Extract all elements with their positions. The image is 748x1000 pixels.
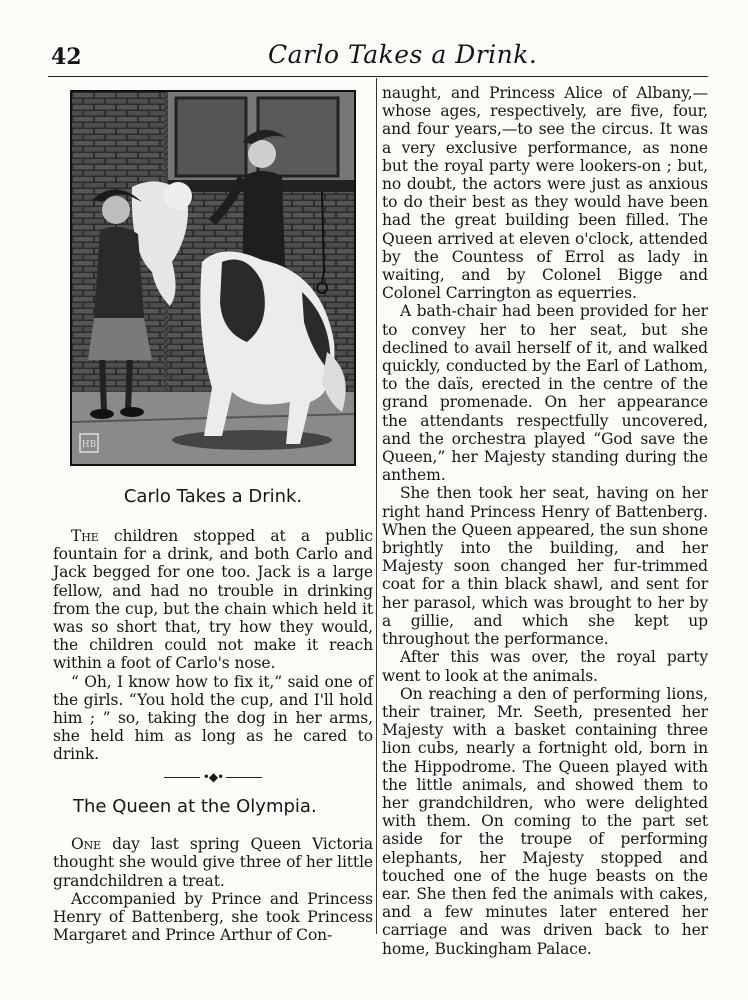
right-column: [382, 84, 708, 958]
header-rule: [48, 76, 708, 77]
engraving-illustration: [70, 90, 356, 466]
article-paragraph: After this was over, the royal party went to look at the animals.: [382, 648, 708, 685]
ornament-line: [226, 777, 262, 778]
article-paragraph: naught, and Princess Alice of Albany,—whose ages, respectively, are five, four, and four years,—to see the circus. It was a very exclusive performance, as none but the royal party were lookers-on ; but, no doubt, the actors were just as anxious to do their best as they would have been had the great building been filled. The Queen arrived at eleven o'clock, attended by the Countess of Errol as lady in waiting, and by Colonel Bigge and Colonel Carrington as equerries.: [382, 84, 708, 303]
ornament-line: [164, 777, 200, 778]
article-title-carlo: Carlo Takes a Drink.: [123, 486, 303, 507]
paragraph-text: day last spring Queen Victoria thought she would give three of her little grandchildren a treat.: [53, 835, 373, 890]
article-paragraph: [53, 835, 373, 890]
article-paragraph: She then took her seat, having on her right hand Princess Henry of Battenberg. When the Queen appeared, the sun shone brightly into the building, and her Majesty soon changed her fur-trimmed coat for a thin black shawl, and sent for her parasol, which was brought to her by a gillie, and which she kept up throughout the performance.: [382, 484, 708, 649]
article-title-queen: The Queen at the Olympia.: [73, 796, 317, 818]
small-caps-lead: One: [71, 835, 102, 854]
article-paragraph: A bath-chair had been provided for her to convey her to her seat, but she declined to avail herself of it, and walked quickly, conducted by the Earl of Lathom, to the daïs, erected in the centre of the grand promenade. On her appearance the attendants respectfully uncovered, and the orchestra played “God save the Queen,” her Majesty standing during the anthem.: [382, 302, 708, 485]
engraving-image: [72, 92, 354, 464]
running-title: Carlo Takes a Drink.: [268, 40, 538, 69]
article-paragraph: “ Oh, I know how to fix it,” said one of the girls. “You hold the cup, and I'll hold him ; ” so, taking the dog in her arms, she held him as long as he cared to drink.: [53, 672, 373, 764]
article-paragraph: On reaching a den of performing lions, their trainer, Mr. Seeth, presented her Majesty with a basket containing three lion cubs, nearly a fortnight old, born in the Hippodrome. The Queen played with the little animals, and showed them to her grandchildren, who were delighted with them. On coming to the part set aside for the troupe of performing elephants, her Majesty stopped and touched one of the huge beasts on the ear. She then fed the animals with cakes, and a few minutes later entered her carriage and was driven back to her home, Buckingham Palace.: [382, 684, 708, 958]
artist-monogram: HB: [81, 440, 97, 450]
paragraph-text: children stopped at a public fountain for a drink, and both Carlo and Jack begged for one too. Jack is a large fellow, and had no trouble in drinking from the cup, but the chain which held it was so short that, try how they would, the children could not make it reach within a foot of Carlo's nose.: [53, 527, 373, 673]
left-column: [53, 482, 373, 944]
column-rule: [376, 78, 377, 934]
small-caps-lead: The: [71, 527, 99, 545]
article-paragraph: Accompanied by Prince and Princess Henry of Battenberg, she took Princess Margaret and Prince Arthur of Con-: [53, 889, 373, 945]
section-ornament: [53, 770, 373, 785]
article-paragraph: [53, 527, 373, 673]
ornament-glyph: •◆•: [202, 770, 224, 785]
page-number: 42: [51, 44, 82, 70]
